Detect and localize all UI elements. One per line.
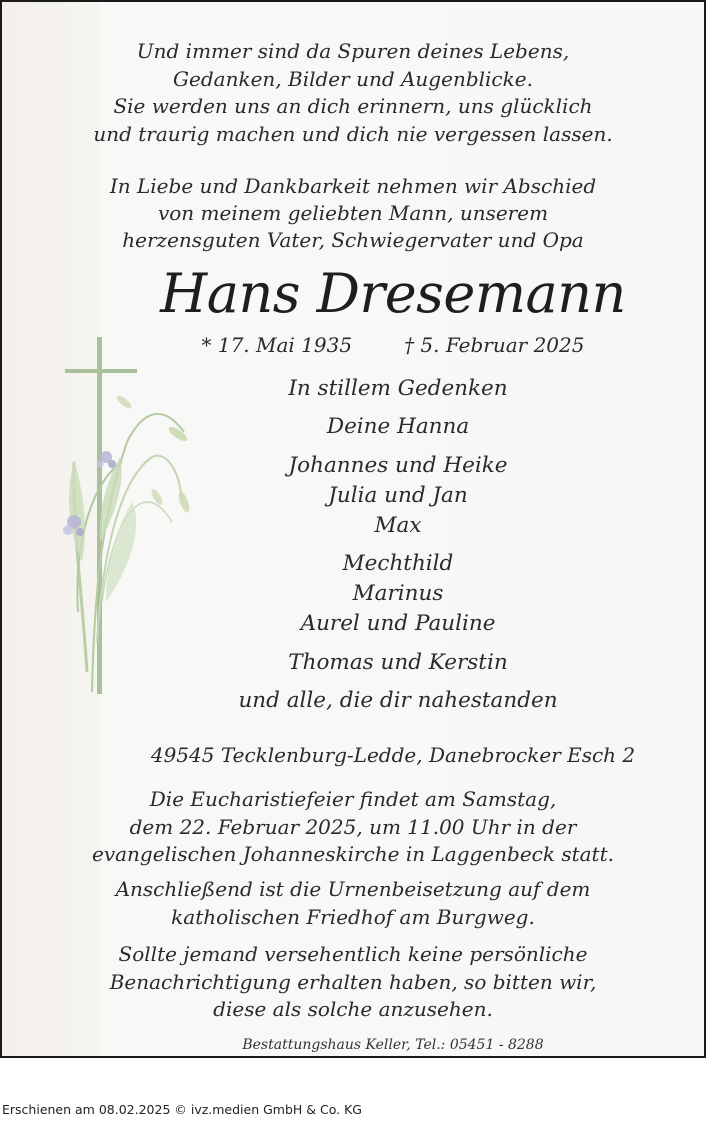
service-line: Die Eucharistiefeier findet am Samstag, — [149, 787, 557, 811]
mourner-line: Julia und Jan — [328, 483, 468, 508]
service-info — [2, 786, 704, 869]
burial-line: katholischen Friedhof am Burgweg. — [171, 904, 535, 929]
intro-line: herzensguten Vater, Schwiegervater und Opa — [122, 227, 584, 252]
mourner-line: Johannes und Heike — [288, 453, 508, 478]
service-line: dem 22. Februar 2025, um 11.00 Uhr in der — [129, 814, 577, 839]
life-dates — [2, 332, 704, 360]
mourner-line: Marinus — [352, 581, 444, 606]
death-date: † 5. Februar 2025 — [404, 333, 585, 357]
notice-line: Benachrichtigung erhalten haben, so bitten wir, — [109, 969, 597, 994]
intro-line: In Liebe und Dankbarkeit nehmen wir Abschied — [109, 174, 597, 198]
birth-date: * 17. Mai 1935 — [201, 333, 353, 357]
burial-line: Anschließend ist die Urnenbeisetzung auf dem — [115, 877, 591, 901]
notice-line: Sollte jemand versehentlich keine persönliche — [118, 942, 588, 966]
mourners-closing: und alle, die dir nahestanden — [238, 688, 558, 713]
mourners-heading: In stillem Gedenken — [288, 376, 508, 401]
poem-line: und traurig machen und dich nie vergessen lassen. — [93, 121, 613, 146]
intro-text — [2, 173, 704, 253]
mourners — [2, 374, 704, 716]
poem — [2, 38, 704, 148]
mourner-spouse: Deine Hanna — [326, 414, 470, 439]
deceased-name: Hans Dresemann — [160, 262, 626, 325]
undertaker-contact: Bestattungshaus Keller, Tel.: 05451 - 8288 — [242, 1037, 544, 1053]
intro-line: von meinem geliebten Mann, unserem — [157, 200, 549, 225]
poem-line: Und immer sind da Spuren deines Lebens, — [136, 39, 570, 63]
notice-text — [2, 941, 704, 1024]
service-line: evangelischen Johanneskirche in Laggenbeck statt. — [91, 842, 614, 866]
mourner-line: Thomas und Kerstin — [288, 650, 508, 675]
mourner-line: Max — [374, 513, 422, 538]
poem-line: Gedanken, Bilder und Augenblicke. — [173, 66, 533, 91]
address: 49545 Tecklenburg-Ledde, Danebrocker Esch 2 — [150, 743, 636, 767]
notice-line: diese als solche anzusehen. — [213, 997, 493, 1021]
mourner-line: Mechthild — [342, 551, 454, 576]
mourner-line: Aurel und Pauline — [300, 611, 496, 636]
publication-footer: Erschienen am 08.02.2025 © ivz.medien GmbH & Co. KG — [2, 1102, 362, 1117]
burial-info — [2, 876, 704, 931]
poem-line: Sie werden uns an dich erinnern, uns glücklich — [113, 94, 593, 118]
